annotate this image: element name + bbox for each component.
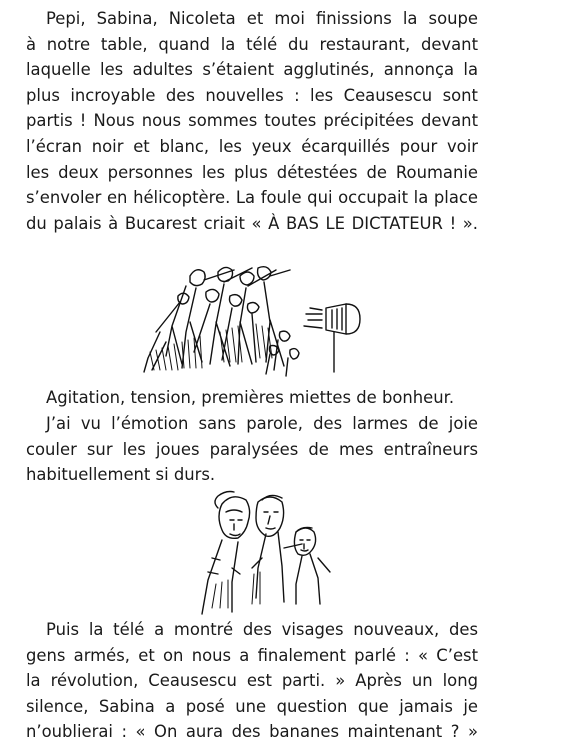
text-line: n’oublierai : « On aura des bananes maintenant ? »	[26, 722, 478, 742]
text-line: habituellement si durs.	[26, 465, 216, 485]
text-line: du palais à Bucarest criait « À BAS LE DICTATEUR ! ».	[26, 213, 478, 233]
text-line: couler sur les joues paralysées de mes entraîneurs	[26, 439, 478, 459]
text-line: Puis la télé a montré des visages nouveaux, des	[46, 620, 478, 639]
text-line: la révolution, Ceausescu est parti. » Après un long	[26, 671, 478, 691]
coaches-illustration	[192, 488, 342, 618]
paragraph-3	[26, 411, 478, 488]
text-line: à notre table, quand la télé du restaurant, devant	[26, 34, 478, 54]
text-line: gens armés, et on nous a finalement parlé : « C’est	[26, 645, 478, 665]
text-line: Pepi, Sabina, Nicoleta et moi finissions la soupe	[46, 9, 478, 28]
text-line: partis ! Nous nous sommes toutes précipitées devant	[26, 111, 478, 131]
crowd-sketch-icon	[120, 262, 370, 382]
text-line: les deux personnes les plus détestées de Roumanie	[26, 162, 478, 182]
paragraph-1	[26, 6, 478, 236]
text-line: J’ai vu l’émotion sans parole, des larmes de joie	[46, 414, 478, 433]
text-line: silence, Sabina a posé une question que jamais je	[26, 696, 478, 716]
paragraph-4	[26, 617, 478, 745]
faces-sketch-icon	[192, 488, 342, 618]
text-line: plus incroyable des nouvelles : les Ceausescu sont	[26, 85, 478, 105]
text-line: laquelle les adultes s’étaient agglutinés, annonça la	[26, 60, 478, 80]
text-line: Agitation, tension, premières miettes de bonheur.	[46, 388, 455, 407]
text-line: l’écran noir et blanc, les yeux écarquillés pour voir	[26, 136, 478, 156]
paragraph-2	[26, 385, 478, 411]
crowd-illustration	[120, 262, 370, 382]
text-line: s’envoler en hélicoptère. La foule qui occupait la place	[26, 188, 478, 208]
